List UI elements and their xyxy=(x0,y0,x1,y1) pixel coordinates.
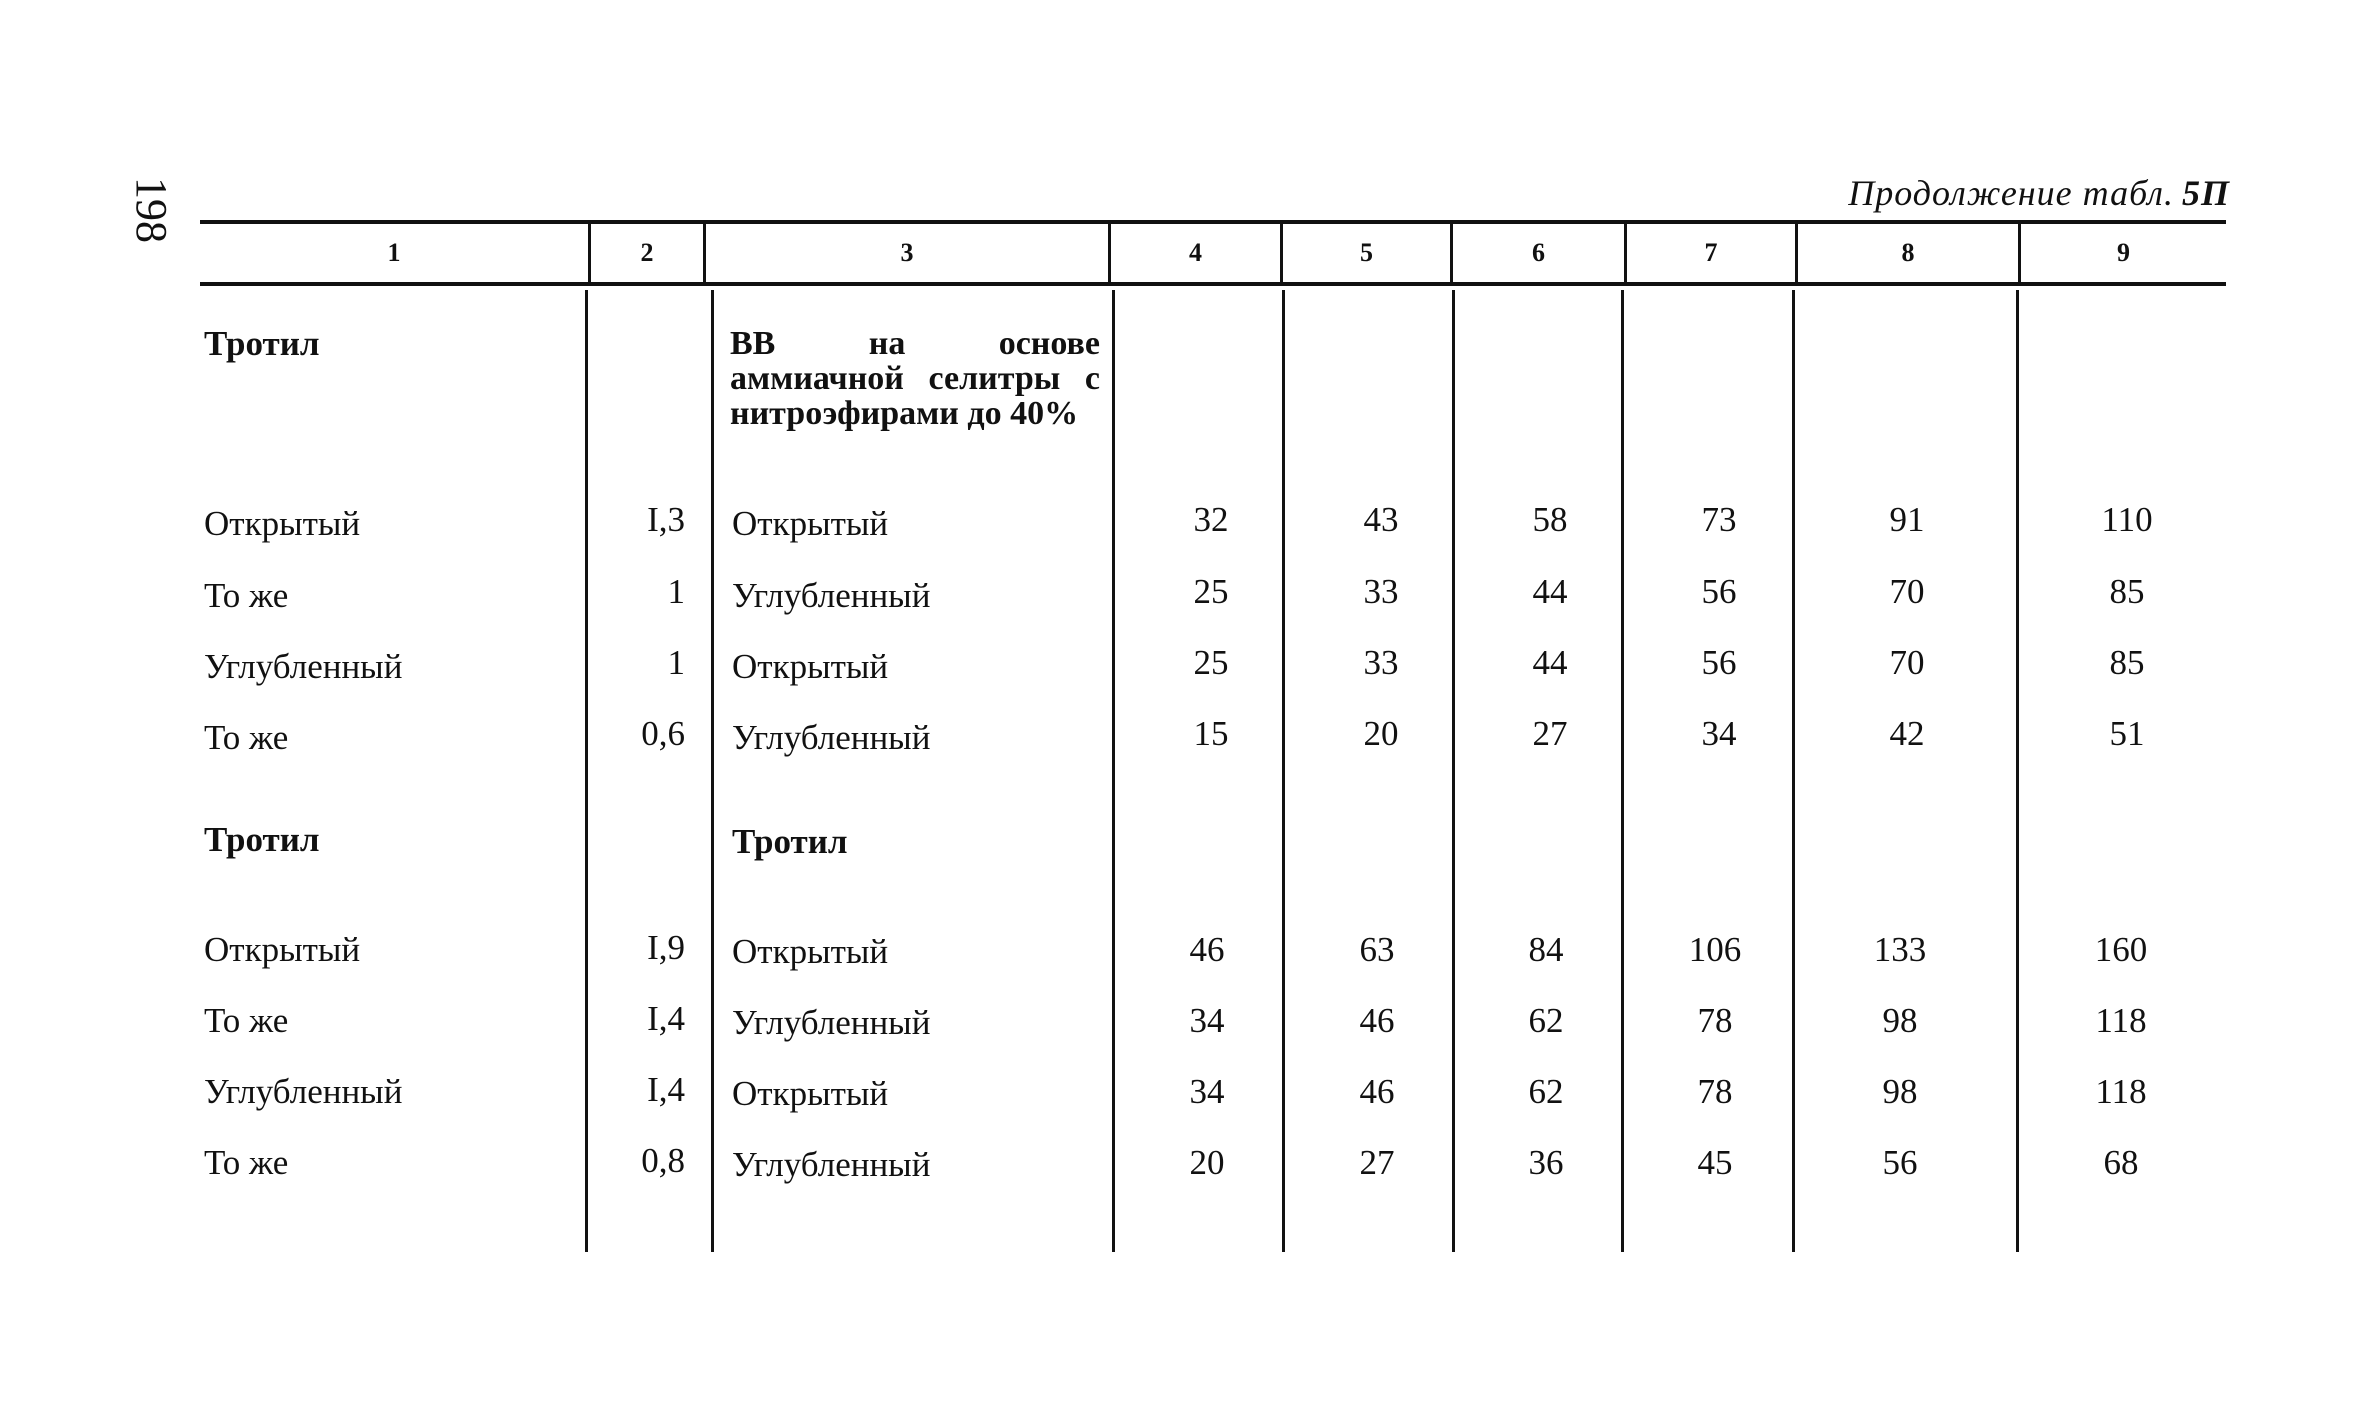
table-cell: I,4 xyxy=(647,1070,685,1109)
table-cell: 110 xyxy=(2101,500,2153,539)
column-separator xyxy=(711,290,714,1252)
table-cell: Углубленный xyxy=(732,718,931,757)
table-cell: 98 xyxy=(1882,1072,1918,1111)
table-cell: 84 xyxy=(1528,930,1564,969)
table-cell: 46 xyxy=(1359,1001,1395,1040)
table-cell: 118 xyxy=(2095,1001,2147,1040)
caption-text: Продолжение табл. xyxy=(1848,173,2174,213)
table-cell: То же xyxy=(204,576,289,615)
table-cell: То же xyxy=(204,718,289,757)
column-separator xyxy=(1282,290,1285,1252)
table-cell: 85 xyxy=(2109,643,2145,682)
table-cell: 32 xyxy=(1193,500,1229,539)
section-heading: Тротил xyxy=(204,324,320,363)
table-cell: 56 xyxy=(1701,572,1737,611)
table-cell: 98 xyxy=(1882,1001,1918,1040)
table-cell: 20 xyxy=(1363,714,1399,753)
section-heading-explosive: Тротил xyxy=(732,822,848,861)
section-heading-explosive: ВВ на основе аммиачной селитры с нитроэфирами до 40% xyxy=(730,325,1100,432)
column-header: 5 xyxy=(1360,238,1373,267)
table-cell: 160 xyxy=(2094,930,2148,969)
table-caption xyxy=(1848,172,2230,214)
table-cell: 1 xyxy=(667,643,685,682)
table-cell: 78 xyxy=(1697,1001,1733,1040)
table-cell: 56 xyxy=(1701,643,1737,682)
table-cell: 27 xyxy=(1532,714,1568,753)
column-separator xyxy=(1112,290,1115,1252)
table-cell: 44 xyxy=(1532,572,1568,611)
table-cell: 68 xyxy=(2103,1143,2139,1182)
table-cell: Открытый xyxy=(204,930,361,969)
column-separator xyxy=(585,290,588,1252)
table-cell: 42 xyxy=(1889,714,1925,753)
table-cell: 34 xyxy=(1189,1001,1225,1040)
table-cell: 33 xyxy=(1363,572,1399,611)
table-cell: 70 xyxy=(1889,572,1925,611)
table-cell: 106 xyxy=(1688,930,1742,969)
column-header: 4 xyxy=(1189,238,1202,267)
caption-table-number: 5П xyxy=(2181,173,2230,213)
table-cell: 58 xyxy=(1532,500,1568,539)
table-cell: 34 xyxy=(1189,1072,1225,1111)
table-cell: Открытый xyxy=(732,647,889,686)
page-number: 198 xyxy=(127,177,177,243)
table-cell: 34 xyxy=(1701,714,1737,753)
column-header: 8 xyxy=(1901,238,1915,267)
table-cell: 33 xyxy=(1363,643,1399,682)
table-cell: I,9 xyxy=(647,928,685,967)
table-cell: Углубленный xyxy=(204,647,403,686)
table-cell: I,4 xyxy=(647,999,685,1038)
table-cell: 43 xyxy=(1363,500,1399,539)
column-separator xyxy=(1452,290,1455,1252)
column-header: 7 xyxy=(1704,238,1718,267)
table-cell: 46 xyxy=(1189,930,1225,969)
table-cell: 62 xyxy=(1528,1072,1564,1111)
column-separator xyxy=(1621,290,1624,1252)
table-cell: Открытый xyxy=(732,932,889,971)
section-heading: Тротил xyxy=(204,820,320,859)
column-header: 6 xyxy=(1532,238,1545,267)
table-cell: Углубленный xyxy=(732,1003,931,1042)
table-cell: 15 xyxy=(1193,714,1229,753)
table-cell: Углубленный xyxy=(732,1145,931,1184)
table-cell: 45 xyxy=(1697,1143,1733,1182)
table-cell: 56 xyxy=(1882,1143,1918,1182)
table-cell: 62 xyxy=(1528,1001,1564,1040)
table-cell: 44 xyxy=(1532,643,1568,682)
table-cell: 25 xyxy=(1193,572,1229,611)
table-cell: 133 xyxy=(1873,930,1927,969)
column-header: 1 xyxy=(387,238,401,267)
table-cell: 0,8 xyxy=(641,1141,685,1180)
table-cell: То же xyxy=(204,1143,289,1182)
column-header: 2 xyxy=(640,238,654,267)
table-cell: 91 xyxy=(1889,500,1925,539)
column-separator xyxy=(1792,290,1795,1252)
table-cell: Углубленный xyxy=(204,1072,403,1111)
table-cell: 70 xyxy=(1889,643,1925,682)
column-header: 3 xyxy=(900,238,914,267)
table-cell: 118 xyxy=(2095,1072,2147,1111)
table-cell: 1 xyxy=(667,572,685,611)
table-cell: То же xyxy=(204,1001,289,1040)
table-cell: 51 xyxy=(2109,714,2145,753)
table-header-rule xyxy=(200,282,2226,286)
table-cell: 27 xyxy=(1359,1143,1395,1182)
table-cell: 20 xyxy=(1189,1143,1225,1182)
table-cell: I,3 xyxy=(647,500,685,539)
table-cell: 0,6 xyxy=(641,714,685,753)
table-cell: Углубленный xyxy=(732,576,931,615)
table-cell: 36 xyxy=(1528,1143,1564,1182)
table-cell: 25 xyxy=(1193,643,1229,682)
column-header: 9 xyxy=(2117,238,2130,267)
table-top-rule xyxy=(200,220,2226,224)
table-cell: 85 xyxy=(2109,572,2145,611)
table-cell: 63 xyxy=(1359,930,1395,969)
table-cell: 73 xyxy=(1701,500,1737,539)
column-separator xyxy=(2016,290,2019,1252)
table-cell: Открытый xyxy=(732,504,889,543)
table-cell: 46 xyxy=(1359,1072,1395,1111)
table-cell: Открытый xyxy=(204,504,361,543)
table-cell: 78 xyxy=(1697,1072,1733,1111)
table-cell: Открытый xyxy=(732,1074,889,1113)
